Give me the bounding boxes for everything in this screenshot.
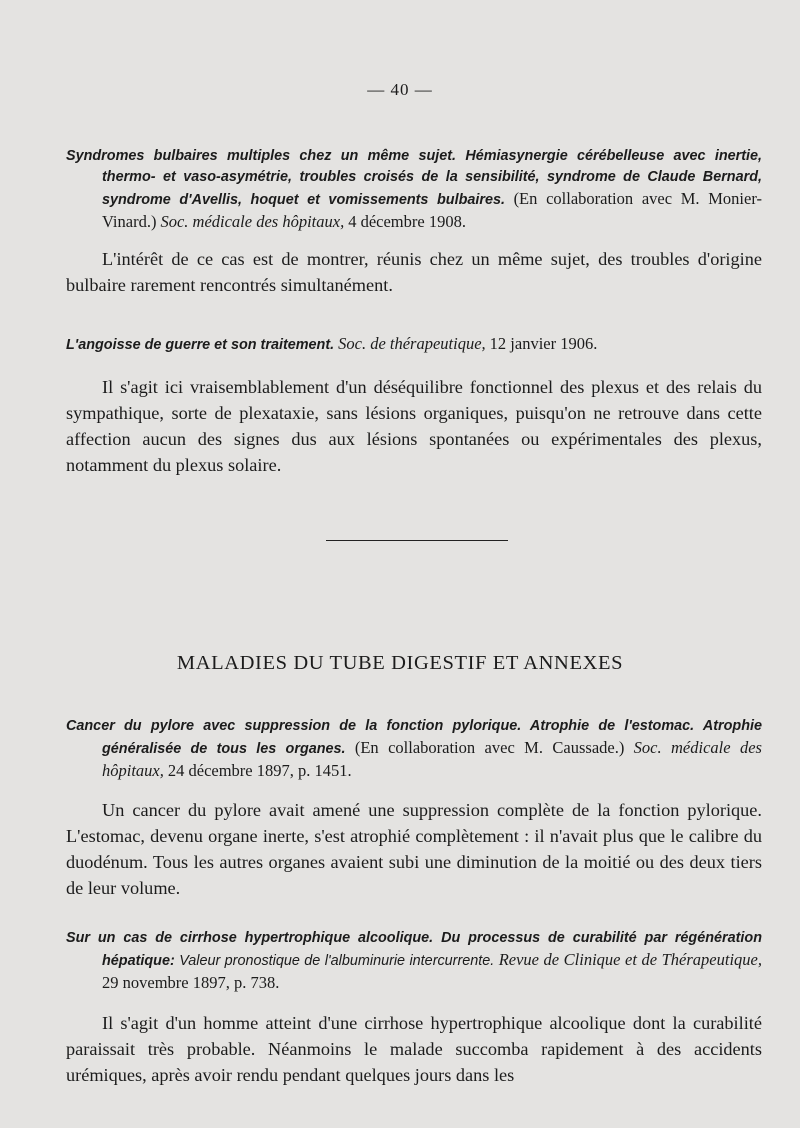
entry-date: 24 décembre 1897, p. 1451. [167,761,352,780]
entry-date: 12 janvier 1906. [489,334,598,353]
entry-title-text: Sur un cas de cirrhose hypertrophique alcoolique. Du processus de curabilité par régénération hépatique: [66,930,762,969]
entry-collaboration: (En collaboration avec M. Caussade.) [354,738,625,757]
entry-journal: Soc. médicale des hôpitaux, [102,738,762,780]
entry-title [66,146,762,234]
entry-title [66,333,762,356]
entry-body-text: Il s'agit d'un homme atteint d'une cirrhose hypertrophique alcoolique dont la curabilité paraissait très probable. Néanmoins le malade succomba rapidement à des accidents urémiques, après avoir rendu pendant quelques jours dans les [66,1013,762,1085]
page-number: — 40 — [367,80,433,99]
bibliography-entry [66,928,762,995]
entry-journal: Soc. médicale des hôpitaux, [160,212,345,231]
section-divider [326,540,508,541]
entry-date: 29 novembre 1897, p. 738. [102,973,280,992]
entry-title [66,716,762,783]
entry-title-text: Cancer du pylore avec suppression de la fonction pylorique. Atrophie de l'estomac. Atrophie généralisée de tous les organes. [66,718,762,757]
entry-journal: Revue de Clinique et de Thérapeutique, [498,950,762,969]
entry-title [66,928,762,995]
entry-body [66,374,762,478]
bibliography-entry [66,716,762,783]
section-heading: MALADIES DU TUBE DIGESTIF ET ANNEXES [176,652,624,674]
entry-journal: Soc. de thérapeutique, [338,334,486,353]
entry-body [66,1010,762,1088]
entry-body-text: L'intérêt de ce cas est de montrer, réunis chez un même sujet, des troubles d'origine bulbaire rarement rencontrés simultanément. [66,249,762,295]
entry-body [66,246,762,298]
entry-date: 4 décembre 1908. [348,212,466,231]
entry-body-text: Il s'agit ici vraisemblablement d'un déséquilibre fonctionnel des plexus et des relais du sympathique, sorte de plexataxie, sans lésions organiques, puisqu'on ne retrouve dans cette affection aucun des signes dus aux lésions spontanées ou expérimentales des plexus, notamment du plexus solaire. [66,377,762,475]
entry-collaboration: (En collaboration avec M. Monier-Vinard.) [102,189,762,231]
entry-body [66,797,762,901]
bibliography-entry [66,333,762,356]
entry-title-text: L'angoisse de guerre et son traitement. [66,337,335,353]
bibliography-entry [66,146,762,234]
entry-title-text: Syndromes bulbaires multiples chez un même sujet. Hémiasynergie cérébelleuse avec inertie, thermo- et vaso-asymétrie, troubles croisés de la sensibilité, syndrome de Claude Bernard, syndrome d'Avellis, hoquet et vomissements bulbaires. [66,148,762,208]
entry-body-text: Un cancer du pylore avait amené une suppression complète de la fonction pylorique. L'estomac, devenu organe inerte, s'est atrophié complètement : il n'avait plus que le calibre du duodénum. Tous les autres organes avaient subi une diminution de la moitié ou des deux tiers de leur volume. [66,800,762,898]
entry-subtitle: Valeur pronostique de l'albuminurie intercurrente. [179,953,495,969]
